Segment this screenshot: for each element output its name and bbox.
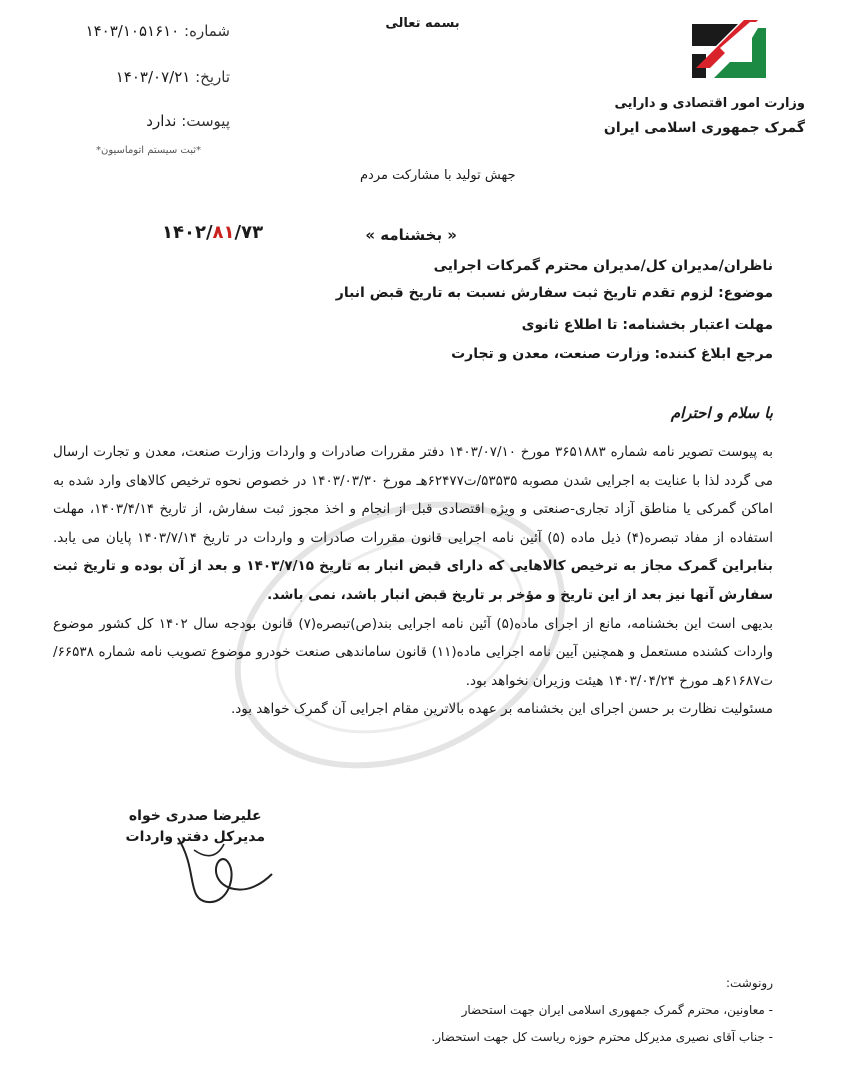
letter-attachment	[30, 112, 230, 130]
body-paragraph-3: مسئولیت نظارت بر حسن اجرای این بخشنامه بر عهده بالاترین مقام اجرایی آن گمرک خواهد بود.	[230, 701, 773, 718]
slogan: جهش تولید با مشارکت مردم	[360, 168, 516, 183]
letter-date-label: تاریخ:	[195, 68, 230, 86]
letter-number	[30, 22, 230, 40]
signer-name: علیرضا صدری خواه	[128, 808, 262, 824]
letter-body	[53, 438, 773, 724]
org-line-ministry: وزارت امور اقتصادی و دارایی	[614, 96, 805, 111]
cc-item: - معاونین، محترم گمرک جمهوری اسلامی ایران جهت استحضار	[461, 1003, 773, 1017]
circular-number-part3: /۷۳	[234, 222, 264, 243]
letter-number-label: شماره:	[184, 22, 230, 40]
handwritten-signature-icon	[168, 830, 278, 910]
circular-title: « بخشنامه »	[365, 226, 457, 244]
greeting: با سلام و احترام	[670, 404, 773, 422]
circular-number-part1: ۱۴۰۲/	[162, 222, 213, 243]
letter-attachment-value: ندارد	[146, 112, 177, 130]
subject-line: موضوع: لزوم تقدم تاریخ ثبت سفارش نسبت به تاریخ قبض انبار	[335, 285, 773, 301]
letter-date	[30, 68, 230, 86]
body-paragraph-1-bold: بنابراین گمرک مجاز به ترخیص کالاهایی که دارای قبض انبار به تاریخ ۱۴۰۳/۷/۱۵ و بعد از آن بوده و تاریخ ثبت سفارش آنها نیز بعد از این تاریخ و مؤخر بر تاریخ قبض انبار باشد، نمی باشد.	[53, 558, 773, 603]
system-note: *ثبت سیستم اتوماسیون*	[96, 145, 202, 156]
cc-item: - جناب آقای نصیری مدیرکل محترم حوزه ریاست کل جهت استحضار.	[431, 1030, 773, 1044]
body-paragraph-1	[53, 438, 773, 610]
addressee-line: ناظران/مدیران کل/مدیران محترم گمرکات اجرایی	[433, 258, 773, 274]
circular-number	[162, 222, 263, 243]
letter-number-value: ۱۴۰۳/۱۰۵۱۶۱۰	[85, 22, 180, 40]
letter-date-value: ۱۴۰۳/۰۷/۲۱	[115, 68, 191, 86]
body-paragraph-2: بدیهی است این بخشنامه، مانع از اجرای ماده(۵) آئین نامه اجرایی بند(ص)تبصره(۷) قانون بودجه سال ۱۴۰۲ کل کشور موضوع واردات کشنده مستعمل و همچنین آیین نامه اجرایی ماده(۱۱) قانون ساماندهی صنعت خودرو موضوع تصویب نامه شماره ۶۶۵۳۸/ت۶۱۶۸۷هـ مورخ ۱۴۰۳/۰۴/۲۴ هیئت وزیران نخواهد بود.	[53, 615, 773, 689]
reference-line: مرجع ابلاغ کننده: وزارت صنعت، معدن و تجارت	[451, 346, 773, 362]
circular-number-part2: ۸۱	[212, 222, 235, 243]
bismillah-heading: بسمه تعالی	[385, 16, 460, 31]
validity-line: مهلت اعتبار بخشنامه: تا اطلاع ثانوی	[521, 317, 773, 333]
carbon-copy-block	[431, 970, 773, 1051]
signer-title: مدیرکل دفتر واردات	[125, 829, 265, 845]
letter-attachment-label: پیوست:	[181, 112, 230, 130]
cc-label: رونوشت:	[725, 976, 773, 990]
body-paragraph-1-normal: به پیوست تصویر نامه شماره ۳۶۵۱۸۸۳ مورخ ۱۴۰۳/۰۷/۱۰ دفتر مقررات صادرات و واردات وزارت صنعت، معدن و تجارت ارسال می گردد لذا با عنایت به اجرایی شدن مصوبه ۵۳۵۳۵/ت۶۲۴۷۷هـ مورخ ۱۴۰۳/۰۳/۳۰ در خصوص نحوه ترخیص کالاهای وارد شده به اماکن گمرکی یا مناطق آزاد تجاری-صنعتی و ویژه اقتصادی قبل از انجام و اخذ مجوز ثبت سفارش، از تاریخ ۱۴۰۳/۴/۱۴، مهلت استفاده از مفاد تبصره(۴) ذیل ماده (۵) آئین نامه اجرایی قانون مقررات صادرات و واردات در تاریخ ۱۴۰۳/۷/۱۴ پایان می یابد.	[53, 444, 774, 546]
org-line-customs: گمرک جمهوری اسلامی ایران	[603, 120, 805, 136]
